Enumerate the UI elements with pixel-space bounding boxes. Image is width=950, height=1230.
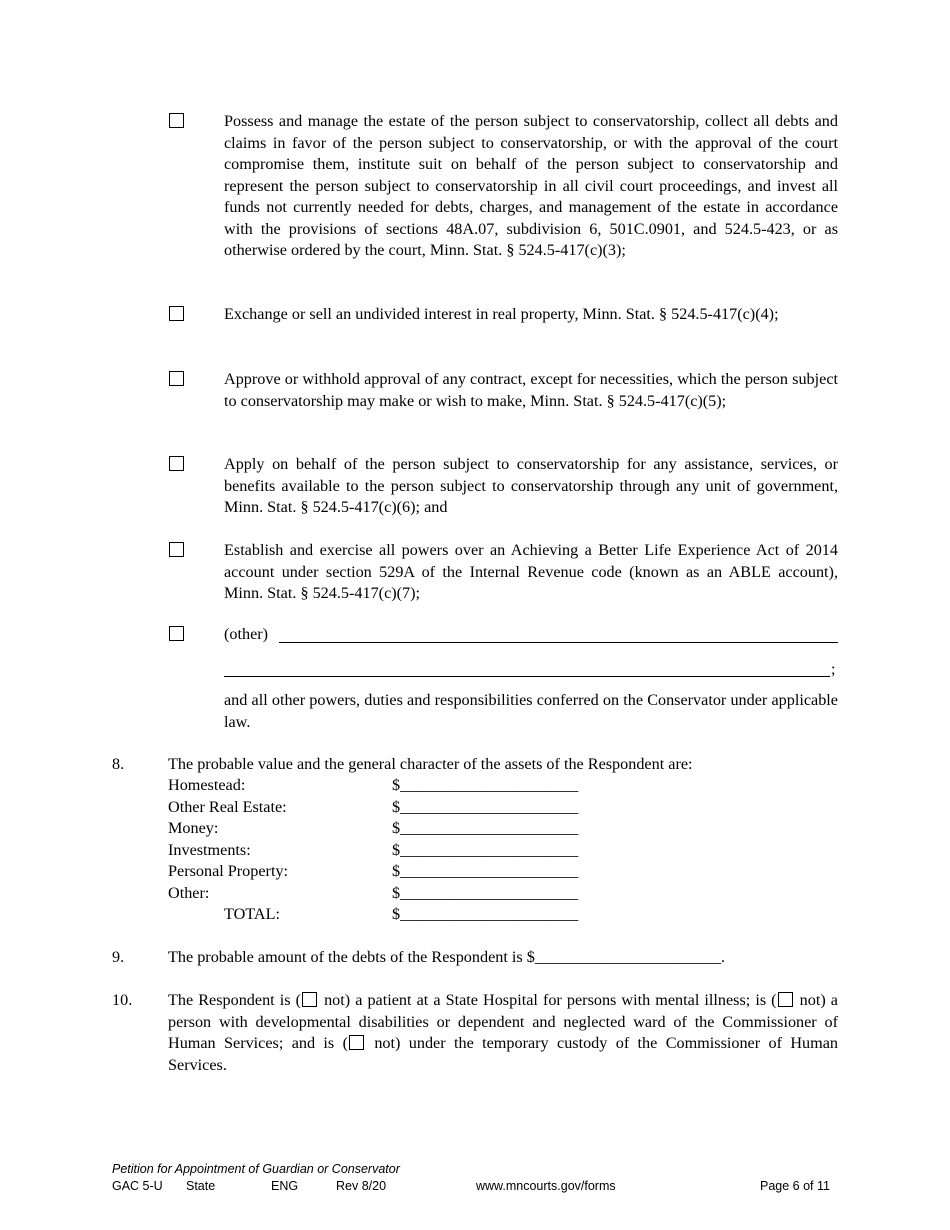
item-9-text: The probable amount of the debts of the Respondent is $_______________________.: [168, 948, 726, 966]
assets-table: [168, 775, 628, 926]
asset-value-field[interactable]: $______________________: [392, 905, 579, 923]
item-10-text: [168, 990, 838, 1076]
other-label: (other): [224, 625, 269, 643]
asset-label: Money:: [168, 819, 219, 837]
asset-value-field[interactable]: $______________________: [392, 883, 579, 902]
footer-url[interactable]: www.mncourts.gov/forms: [476, 1179, 616, 1193]
asset-value-field[interactable]: $______________________: [392, 776, 579, 794]
asset-row-money: [168, 818, 628, 840]
asset-value-field[interactable]: $______________________: [392, 862, 579, 880]
asset-label: Other Real Estate:: [168, 797, 287, 816]
power-3-text: Possess and manage the estate of the person subject to conservatorship, collect all debts and claims in favor of the person subject to conservatorship, or with the approval of the court compromise them, institute suit on behalf of the person subject to conservatorship and represent the person subject to conservatorship in all civil court proceedings, and invest all funds not currently needed for debts, charges, and management of the estate in accordance with the provisions of sections 48A.07, subdivision 6, 501C.0901, and 524.5-423, or as otherwise ordered by the court, Minn. Stat. § 524.5-417(c)(3);: [224, 112, 838, 259]
item-10-number: 10.: [112, 991, 133, 1009]
checkbox-power-6[interactable]: [169, 456, 184, 471]
item-8-intro: The probable value and the general character of the assets of the Respondent are:: [168, 755, 693, 773]
asset-label: Personal Property:: [168, 862, 289, 880]
power-4-text: Exchange or sell an undivided interest in real property, Minn. Stat. § 524.5-417(c)(4);: [224, 305, 779, 323]
asset-label: Investments:: [168, 840, 251, 859]
power-5-text: Approve or withhold approval of any contract, except for necessities, which the person subject to conservatorship may make or wish to make, Minn. Stat. § 524.5-417(c)(5);: [224, 370, 838, 410]
checkbox-power-other[interactable]: [169, 626, 184, 641]
other-input-line-1[interactable]: [279, 642, 838, 643]
asset-label: Homestead:: [168, 776, 246, 794]
asset-row-other: [168, 883, 628, 905]
checkbox-not-temporary-custody[interactable]: [349, 1035, 364, 1050]
item-9-number: 9.: [112, 948, 125, 966]
power-7-text: Establish and exercise all powers over an Achieving a Better Life Experience Act of 2014 account under section 529A of the Internal Revenue code (known as an ABLE account), Minn. Stat. § 524.5-417(c)(7);: [224, 541, 838, 602]
checkbox-power-7[interactable]: [169, 542, 184, 557]
checkbox-power-4[interactable]: [169, 306, 184, 321]
item-10-part-1: The Respondent is (: [168, 991, 301, 1009]
footer-form-id: GAC 5-U: [112, 1179, 163, 1193]
checkbox-power-5[interactable]: [169, 371, 184, 386]
asset-label: Other:: [168, 883, 210, 902]
asset-value-field[interactable]: $______________________: [392, 819, 579, 837]
asset-row-personal-property: [168, 861, 628, 883]
checkbox-not-state-hospital[interactable]: [302, 992, 317, 1007]
powers-closing-text: and all other powers, duties and responsibilities conferred on the Conservator under applicable law.: [224, 691, 838, 731]
footer-page-number: Page 6 of 11: [760, 1179, 830, 1193]
asset-value-field[interactable]: $______________________: [392, 797, 579, 816]
item-10-part-3: not) a person with developmental disabilities or dependent and neglected ward of the Commissioner of Human Services; and is (: [168, 991, 838, 1052]
footer-form-title: Petition for Appointment of Guardian or Conservator: [112, 1162, 400, 1176]
footer-state: State: [186, 1179, 216, 1193]
item-8-number: 8.: [112, 755, 125, 773]
power-6-text: Apply on behalf of the person subject to conservatorship for any assistance, services, or benefits available to the person subject to conservatorship through any unit of government, Minn. Stat. § 524.5-417(c)(6); and: [224, 455, 838, 516]
asset-row-total: [168, 904, 628, 926]
checkbox-power-3[interactable]: [169, 113, 184, 128]
asset-row-homestead: [168, 775, 628, 797]
other-semicolon: ;: [831, 660, 836, 678]
item-10-part-2: not) a patient at a State Hospital for persons with mental illness; is (: [319, 991, 777, 1009]
checkbox-not-developmental-disabilities[interactable]: [778, 992, 793, 1007]
footer-revision: Rev 8/20: [336, 1179, 387, 1193]
asset-label-total: TOTAL:: [224, 905, 280, 923]
asset-row-other-real-estate: [168, 797, 628, 819]
asset-row-investments: [168, 840, 628, 862]
item-10-part-4: not) under the temporary custody of the Commissioner of Human Services.: [168, 1034, 838, 1074]
footer-language: ENG: [271, 1179, 299, 1193]
other-input-line-2[interactable]: [224, 676, 830, 677]
asset-value-field[interactable]: $______________________: [392, 840, 579, 859]
